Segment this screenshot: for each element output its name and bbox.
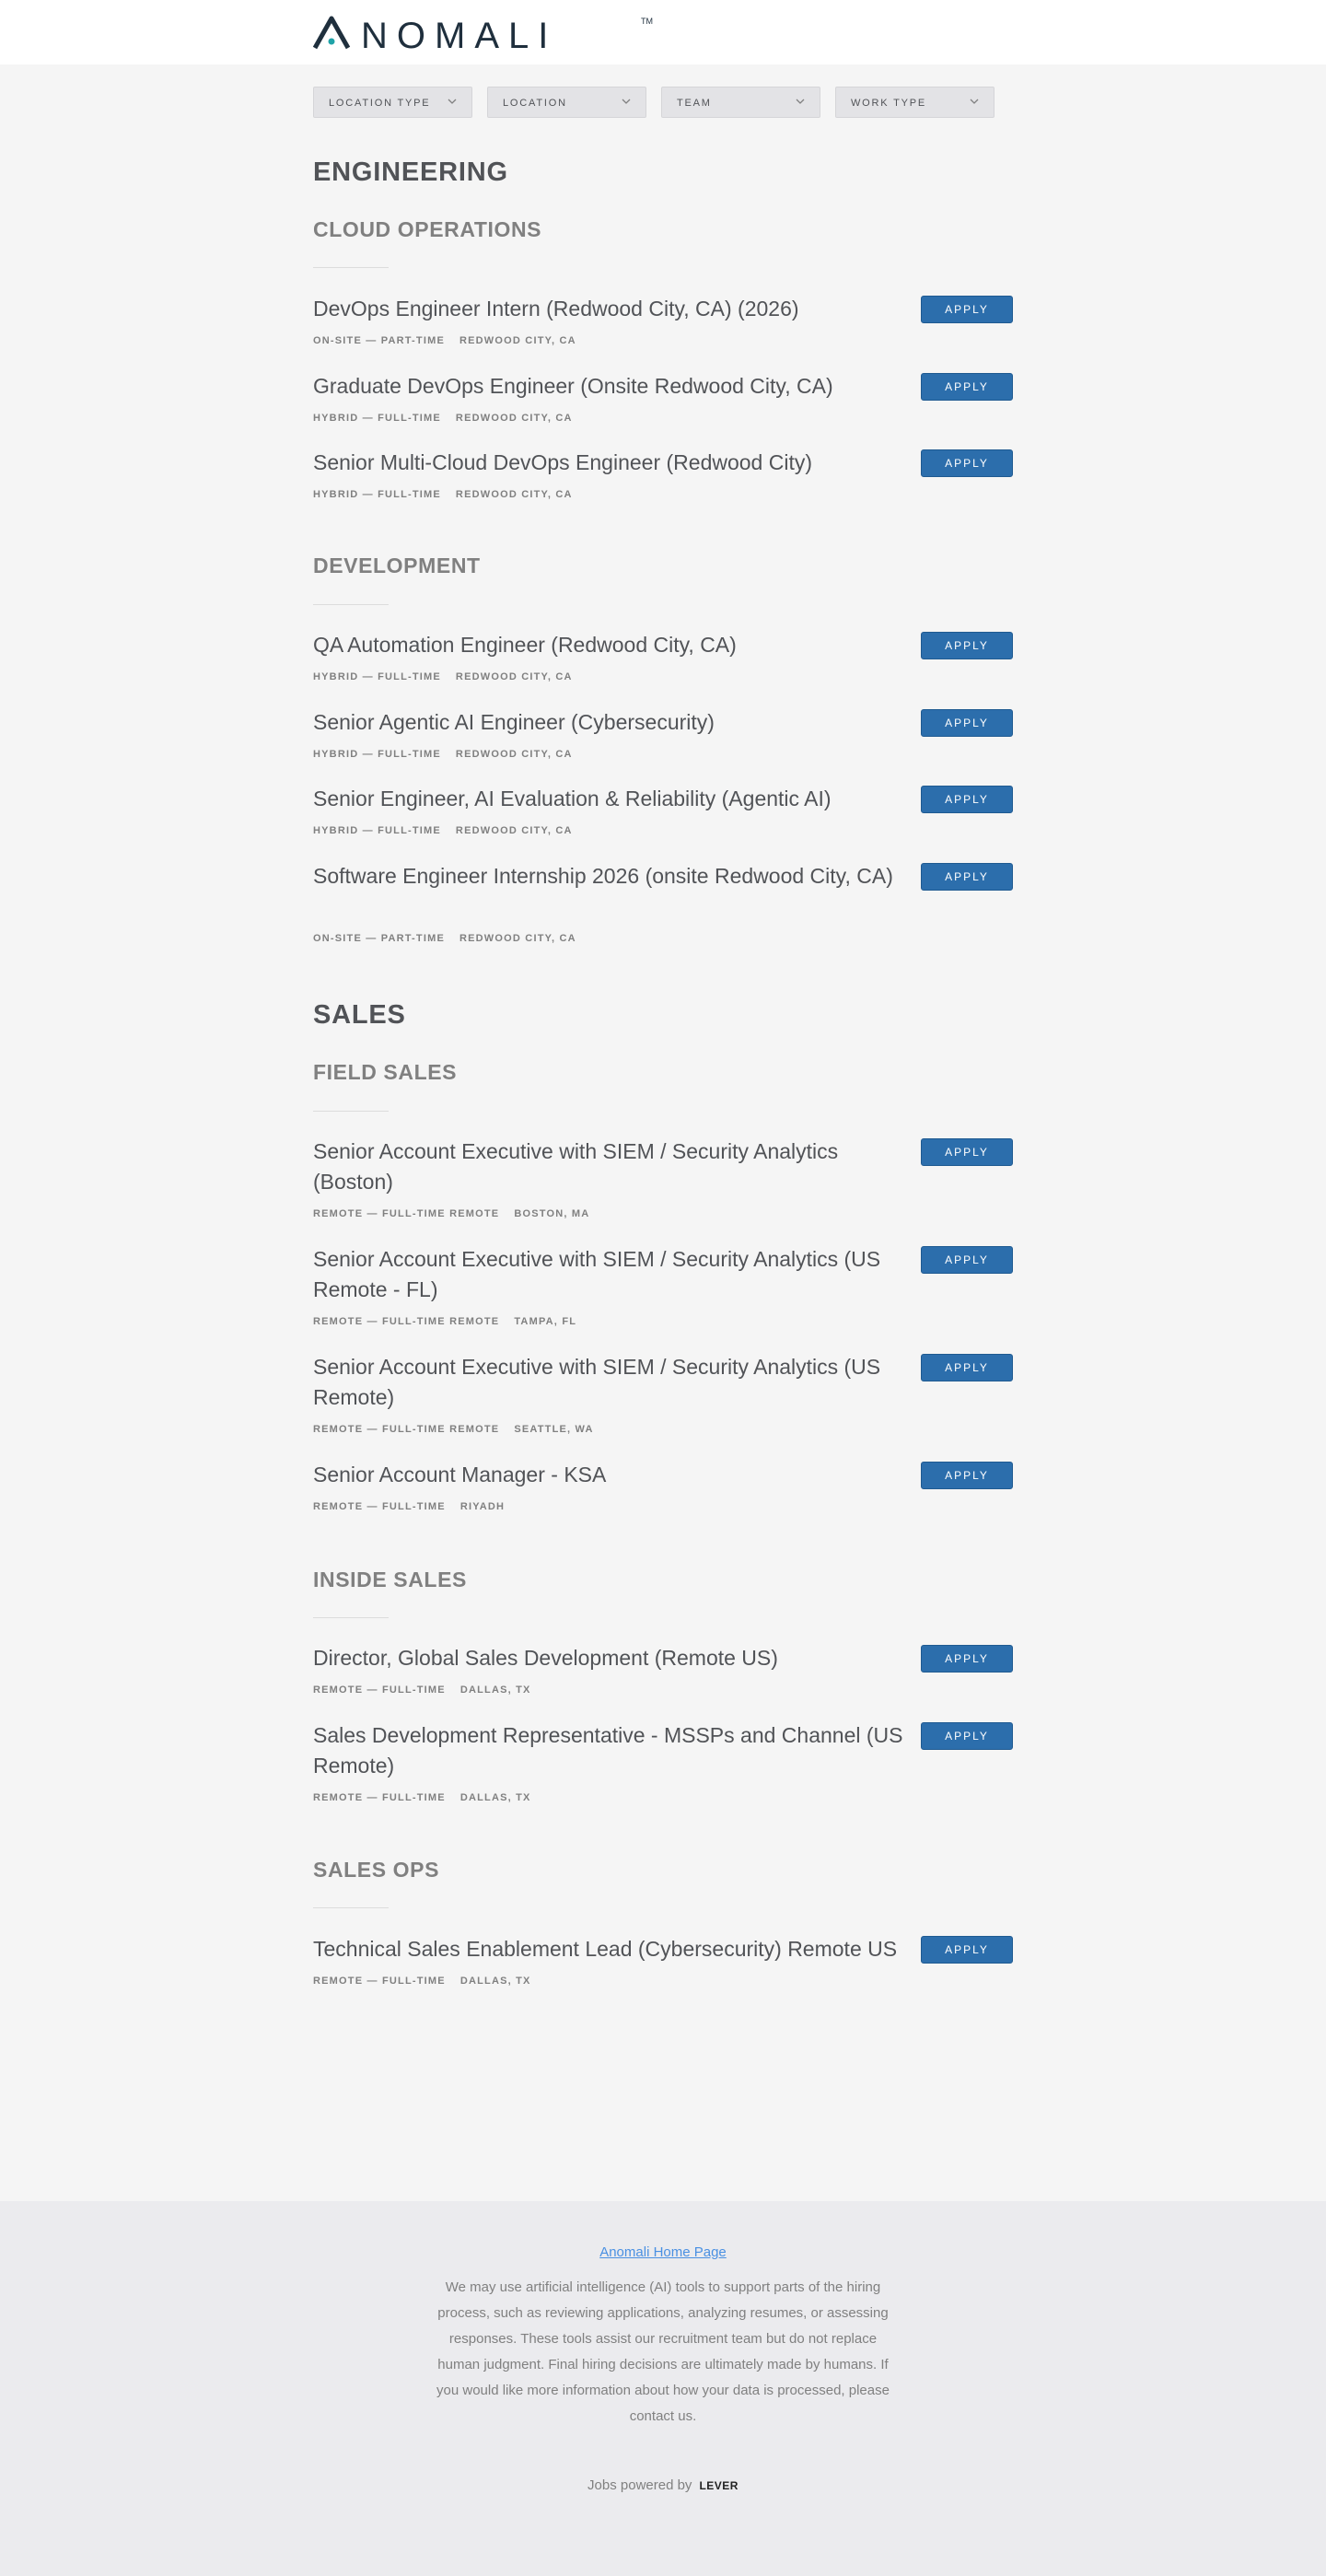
posting-meta [313, 335, 576, 346]
posting-location: REDWOOD CITY, CA [455, 749, 573, 760]
posting-meta [313, 489, 573, 500]
chevron-down-icon [621, 96, 632, 107]
filter-work-type[interactable] [835, 87, 994, 118]
posting-location: REDWOOD CITY, CA [455, 489, 573, 500]
posting-title[interactable]: Senior Account Executive with SIEM / Security Analytics (US Remote) [313, 1355, 881, 1409]
posting-meta [313, 1501, 505, 1512]
apply-button[interactable]: APPLY [921, 449, 1013, 477]
apply-button[interactable]: APPLY [921, 1246, 1013, 1274]
posting-location: DALLAS, TX [459, 1976, 531, 1987]
posting-title[interactable]: Senior Agentic AI Engineer (Cybersecurity) [313, 710, 715, 734]
posting-commitment: REMOTE — FULL-TIME [313, 1976, 446, 1987]
posting-location: DALLAS, TX [459, 1792, 531, 1803]
posting-location: REDWOOD CITY, CA [459, 335, 576, 346]
posting-commitment: HYBRID — FULL-TIME [313, 671, 441, 682]
team-title: FIELD SALES [313, 1060, 458, 1084]
apply-button[interactable]: APPLY [921, 1354, 1013, 1381]
posting-title[interactable]: QA Automation Engineer (Redwood City, CA) [313, 633, 737, 657]
posting-title[interactable]: Senior Multi-Cloud DevOps Engineer (Redwood City) [313, 450, 813, 474]
apply-button[interactable]: APPLY [921, 786, 1013, 813]
team-title: DEVELOPMENT [313, 554, 481, 577]
chevron-down-icon [447, 96, 458, 107]
powered-by [0, 2477, 1326, 2493]
powered-by-label: Jobs powered by [587, 2477, 692, 2493]
posting-commitment: HYBRID — FULL-TIME [313, 489, 441, 500]
posting-commitment: REMOTE — FULL-TIME REMOTE [313, 1424, 500, 1435]
posting-title[interactable]: Senior Account Manager - KSA [313, 1463, 607, 1486]
posting-title[interactable]: Sales Development Representative - MSSPs and Channel (US Remote) [313, 1723, 903, 1778]
chevron-down-icon [969, 96, 980, 107]
filter-team[interactable] [661, 87, 820, 118]
apply-button[interactable]: APPLY [921, 1462, 1013, 1489]
posting-location: DALLAS, TX [459, 1684, 531, 1696]
apply-button[interactable]: APPLY [921, 1645, 1013, 1673]
posting-meta [313, 1424, 594, 1435]
posting-title[interactable]: Senior Account Executive with SIEM / Security Analytics (US Remote - FL) [313, 1247, 881, 1301]
posting-meta [313, 671, 573, 682]
posting-location: REDWOOD CITY, CA [455, 413, 573, 424]
team-title: SALES OPS [313, 1858, 440, 1882]
team-title: INSIDE SALES [313, 1568, 467, 1591]
posting-location: BOSTON, MA [514, 1208, 590, 1219]
team-title: CLOUD OPERATIONS [313, 217, 542, 241]
apply-button[interactable]: APPLY [921, 1936, 1013, 1964]
lever-logo[interactable]: LEVER [699, 2479, 739, 2492]
posting-commitment: REMOTE — FULL-TIME [313, 1792, 446, 1803]
posting-meta [313, 1316, 576, 1327]
svg-text:NOMALI: NOMALI [361, 16, 558, 52]
team-divider [313, 604, 389, 605]
posting-commitment: REMOTE — FULL-TIME [313, 1501, 446, 1512]
team-divider [313, 1907, 389, 1908]
logo-tm: TM [641, 17, 653, 26]
posting-commitment: HYBRID — FULL-TIME [313, 825, 441, 836]
posting-commitment: REMOTE — FULL-TIME [313, 1684, 446, 1696]
apply-button[interactable]: APPLY [921, 709, 1013, 737]
site-footer [0, 2201, 1326, 2576]
team-divider [313, 1617, 389, 1618]
posting-location: SEATTLE, WA [514, 1424, 594, 1435]
filter-label: TEAM [677, 98, 712, 109]
apply-button[interactable]: APPLY [921, 632, 1013, 659]
posting-title[interactable]: DevOps Engineer Intern (Redwood City, CA) (2026) [313, 297, 799, 321]
posting-commitment: REMOTE — FULL-TIME REMOTE [313, 1316, 500, 1327]
posting-title[interactable]: Senior Account Executive with SIEM / Security Analytics (Boston) [313, 1139, 839, 1194]
team-divider [313, 267, 389, 268]
posting-location: TAMPA, FL [514, 1316, 577, 1327]
apply-button[interactable]: APPLY [921, 863, 1013, 891]
posting-meta [313, 749, 573, 760]
posting-title[interactable]: Senior Engineer, AI Evaluation & Reliability (Agentic AI) [313, 787, 832, 810]
posting-meta [313, 933, 576, 944]
ai-notice: We may use artificial intelligence (AI) tools to support parts of the hiring process, such as reviewing applications, analyzing resumes, or assessing responses. These tools assist our recruitment team but do not replace human judgment. Final hiring decisions are ultimately made by humans. If you would like more information about how your data is processed, please contact us. [436, 2279, 890, 2424]
posting-meta [313, 1792, 531, 1803]
apply-button[interactable]: APPLY [921, 296, 1013, 323]
anomali-logo[interactable] [313, 15, 654, 52]
posting-location: RIYADH [459, 1501, 506, 1512]
posting-location: REDWOOD CITY, CA [459, 933, 576, 944]
home-page-link[interactable]: Anomali Home Page [599, 2244, 727, 2260]
posting-commitment: HYBRID — FULL-TIME [313, 413, 441, 424]
filter-location-type[interactable] [313, 87, 472, 118]
posting-meta [313, 825, 573, 836]
department-title: SALES [313, 1000, 406, 1030]
apply-button[interactable]: APPLY [921, 1138, 1013, 1166]
filter-label: WORK TYPE [851, 98, 927, 109]
posting-commitment: HYBRID — FULL-TIME [313, 749, 441, 760]
filter-bar [313, 87, 1013, 118]
posting-meta [313, 1976, 531, 1987]
team-divider [313, 1111, 389, 1112]
chevron-down-icon [795, 96, 806, 107]
posting-commitment: REMOTE — FULL-TIME REMOTE [313, 1208, 500, 1219]
posting-meta [313, 413, 573, 424]
filter-label: LOCATION TYPE [329, 98, 431, 109]
filter-label: LOCATION [503, 98, 567, 109]
posting-title[interactable]: Software Engineer Internship 2026 (onsite Redwood City, CA) [313, 864, 893, 888]
posting-location: REDWOOD CITY, CA [455, 671, 573, 682]
filter-location[interactable] [487, 87, 646, 118]
posting-commitment: ON-SITE — PART-TIME [313, 933, 445, 944]
site-header [0, 0, 1326, 64]
posting-commitment: ON-SITE — PART-TIME [313, 335, 445, 346]
posting-location: REDWOOD CITY, CA [455, 825, 573, 836]
posting-meta [313, 1208, 589, 1219]
apply-button[interactable]: APPLY [921, 373, 1013, 401]
apply-button[interactable]: APPLY [921, 1722, 1013, 1750]
posting-title[interactable]: Director, Global Sales Development (Remote US) [313, 1646, 778, 1670]
department-title: ENGINEERING [313, 157, 508, 187]
posting-meta [313, 1684, 531, 1696]
posting-title[interactable]: Technical Sales Enablement Lead (Cybersecurity) Remote US [313, 1937, 898, 1961]
posting-title[interactable]: Graduate DevOps Engineer (Onsite Redwood City, CA) [313, 374, 833, 398]
